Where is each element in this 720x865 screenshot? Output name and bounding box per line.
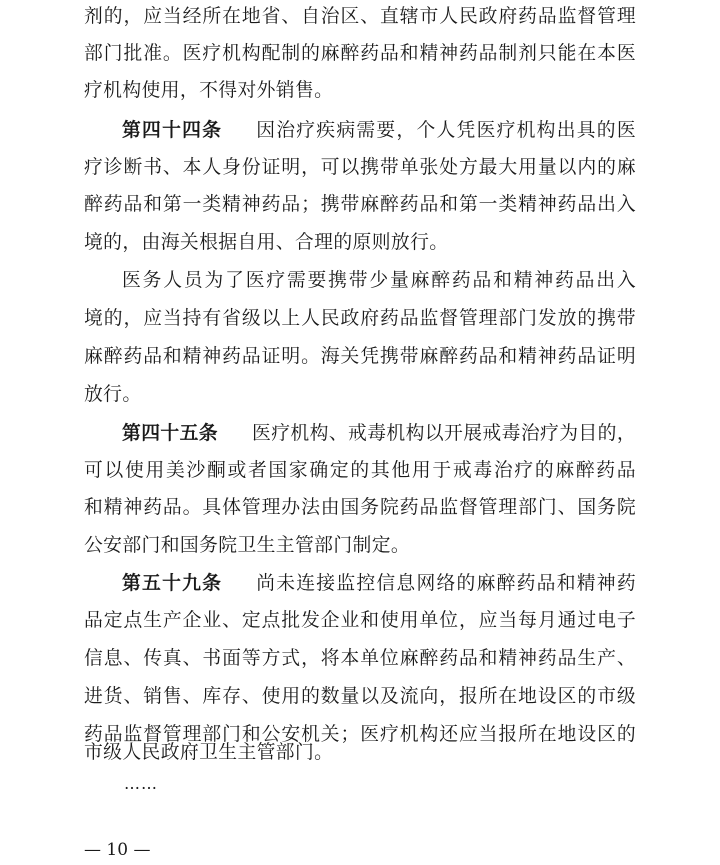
article-59-first-line — [122, 568, 636, 598]
article-heading: 第四十五条 — [122, 422, 219, 444]
text-line: 和精神药品。具体管理办法由国务院药品监督管理部门、国务院 — [84, 497, 636, 518]
text-line: 疗诊断书、本人身份证明，可以携带单张处方最大用量以内的麻 — [84, 157, 636, 178]
text-line: 进货、销售、库存、使用的数量以及流向，报所在地设区的市级 — [84, 686, 636, 707]
text-line: 市级人民政府卫生主管部门。 — [84, 742, 334, 763]
text-line: 剂的，应当经所在地省、自治区、直辖市人民政府药品监督管理 — [84, 6, 636, 27]
text-line: 疗机构使用，不得对外销售。 — [84, 80, 334, 101]
page-number: — 10 — — [84, 840, 151, 860]
text-line: 境的，由海关根据自用、合理的原则放行。 — [84, 232, 449, 253]
article-heading: 第四十四条 — [122, 119, 223, 141]
text-line: 信息、传真、书面等方式，将本单位麻醉药品和精神药品生产、 — [84, 648, 636, 669]
text-line: 醉药品和第一类精神药品；携带麻醉药品和第一类精神药品出入 — [84, 194, 636, 215]
text-line: 品定点生产企业、定点批发企业和使用单位，应当每月通过电子 — [84, 610, 636, 631]
text-line: 医务人员为了医疗需要携带少量麻醉药品和精神药品出入 — [122, 270, 636, 291]
text-line: 药品监督管理部门和公安机关；医疗机构还应当报所在地设区的 — [84, 724, 636, 745]
text-span: 医疗机构、戒毒机构以开展戒毒治疗为目的， — [252, 423, 637, 444]
text-line: 可以使用美沙酮或者国家确定的其他用于戒毒治疗的麻醉药品 — [84, 460, 636, 481]
text-line: 麻醉药品和精神药品证明。海关凭携带麻醉药品和精神药品证明 — [84, 346, 636, 367]
text-line: 公安部门和国务院卫生主管部门制定。 — [84, 535, 411, 556]
article-heading: 第五十九条 — [122, 572, 223, 594]
text-span: 尚未连接监控信息网络的麻醉药品和精神药 — [256, 573, 637, 594]
article-45-first-line — [122, 418, 636, 448]
article-44-first-line — [122, 115, 636, 145]
text-line: 部门批准。医疗机构配制的麻醉药品和精神药品制剂只能在本医 — [84, 43, 636, 64]
ellipsis: …… — [124, 774, 158, 793]
text-span: 因治疗疾病需要，个人凭医疗机构出具的医 — [256, 120, 637, 141]
text-line: 境的，应当持有省级以上人民政府药品监督管理部门发放的携带 — [84, 308, 636, 329]
text-line: 放行。 — [84, 384, 142, 405]
